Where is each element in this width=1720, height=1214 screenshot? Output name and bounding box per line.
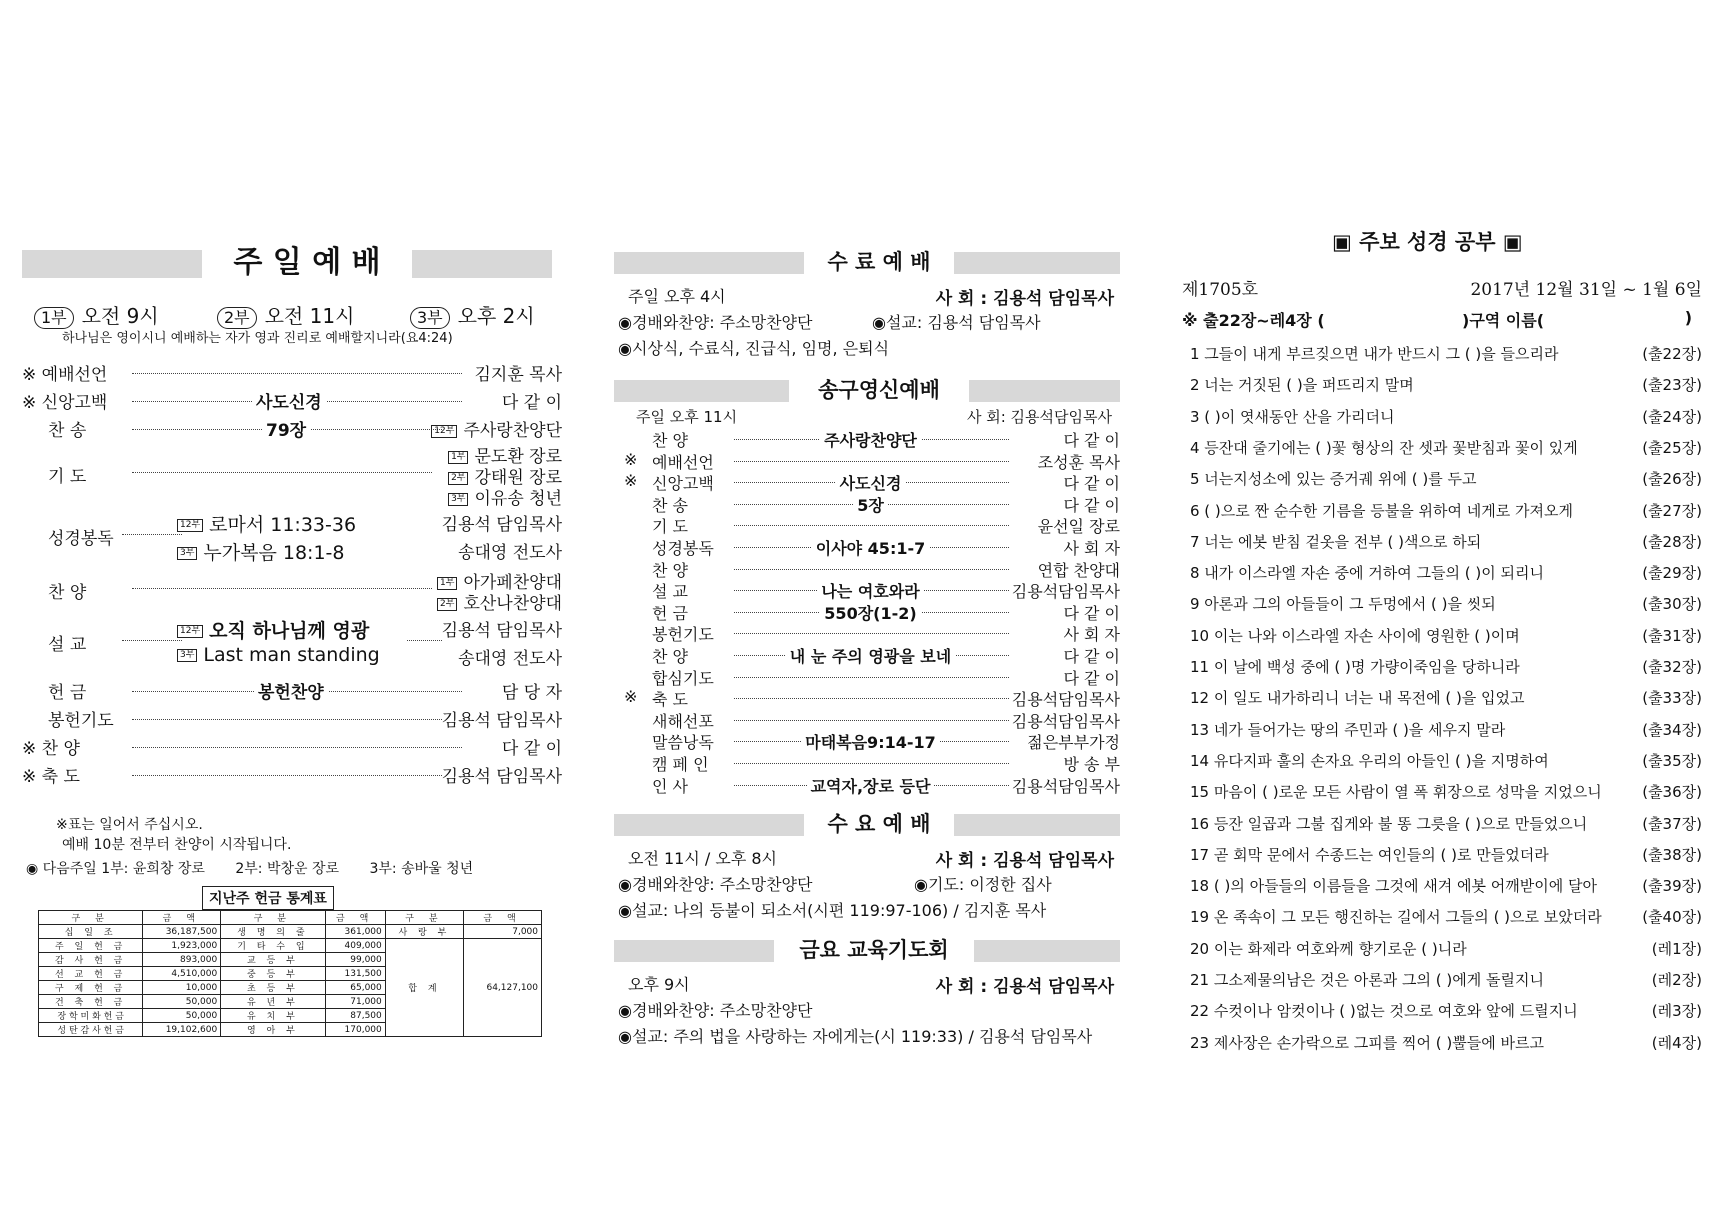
question-reference: (출31장)	[1642, 626, 1702, 645]
order-value: 김용석담임목사	[1011, 582, 1120, 602]
surae-host: 사 회 : 김용석 담임목사	[935, 289, 1114, 309]
order-label: 헌 금	[652, 603, 688, 623]
order-value: 김용석 담임목사	[441, 767, 562, 787]
songgu-order-row	[624, 666, 1120, 688]
order-label: 찬 양	[48, 583, 87, 603]
order-value: 송대영 전도사	[458, 543, 562, 563]
order-value: 김용석 담임목사	[441, 515, 562, 535]
order-center: 79장	[262, 416, 310, 441]
part-badge: 3부	[448, 493, 468, 506]
order-value: 김지훈 목사	[474, 365, 562, 385]
question-text: 10 이는 나와 이스라엘 자손 사이에 영원한 ( )이며	[1190, 626, 1520, 645]
question-text: 6 ( )으로 짠 순수한 기름을 등불을 위하여 네게로 가져오게	[1190, 501, 1573, 520]
next-week-p1: 1부: 윤희창 장로	[101, 861, 205, 877]
stats-cell: 99,000	[325, 953, 385, 967]
songgu-order-row	[624, 471, 1120, 493]
question-text: 20 이는 화제라 여호와께 향기로운 ( )니라	[1190, 939, 1467, 958]
stats-cell: 4,510,000	[143, 967, 221, 981]
stats-cell: 36,187,500	[143, 925, 221, 939]
study-range: ※ 출22장~레4장 (	[1182, 311, 1325, 330]
next-week-p2: 2부: 박창운 장로	[235, 861, 340, 877]
order-value: 사 회 자	[1063, 539, 1120, 558]
order-center-wrap	[734, 428, 1007, 451]
stand-mark: ※	[22, 365, 37, 385]
order-label: 설 교	[652, 582, 688, 602]
time-3: 오후 2시	[457, 304, 535, 328]
part-badge: 1부	[437, 577, 457, 590]
order-label: 성경봉독	[48, 529, 114, 549]
time-2: 오전 11시	[264, 304, 355, 328]
order-center: 사도신경	[836, 474, 906, 493]
stats-cell: 893,000	[143, 953, 221, 967]
question-reference: (출25장)	[1642, 438, 1702, 457]
songgu-order-row	[624, 579, 1120, 601]
leader-dots	[734, 461, 1009, 462]
stats-cell: 131,500	[325, 967, 385, 981]
stats-header: 구 분	[39, 911, 143, 925]
order-value: 윤선일 장로	[1037, 517, 1120, 537]
stats-header: 금 액	[325, 911, 385, 925]
stats-cell: 장 학 미 화 헌 금	[39, 1009, 143, 1023]
stand-mark: ※	[22, 767, 37, 787]
stats-cell: 19,102,600	[143, 1023, 221, 1037]
leader-dots	[734, 525, 1009, 526]
stand-mark: ※	[624, 687, 638, 707]
order-center: 5장	[853, 496, 888, 515]
friday-host: 사 회 : 김용석 담임목사	[935, 977, 1114, 997]
issue-number: 제1705호	[1182, 280, 1259, 300]
question-reference: (출35장)	[1642, 751, 1702, 770]
order-label: 캠 페 인	[652, 755, 709, 774]
issue-date: 2017년 12월 31일 ~ 1월 6일	[1470, 280, 1702, 300]
question-reference: (출32장)	[1642, 658, 1702, 676]
study-district: )구역 이름(	[1462, 311, 1545, 330]
songgu-order-row	[624, 450, 1120, 472]
order-center: 주사랑찬양단	[820, 431, 921, 450]
table-row	[39, 939, 542, 953]
stats-cell: 1,923,000	[143, 939, 221, 953]
order-label: 합심기도	[652, 668, 714, 688]
question-text: 22 수컷이나 암컷이나 ( )없는 것으로 여호와 앞에 드릴지니	[1190, 1002, 1578, 1021]
question-reference: (레1장)	[1651, 939, 1702, 958]
order-center-wrap	[734, 493, 1007, 516]
question-reference: (출22장)	[1642, 345, 1702, 363]
leader-dots	[122, 640, 182, 641]
sunday-title: 주 일 예 배	[202, 246, 412, 280]
stats-cell: 초 등 부	[221, 981, 325, 995]
order-row	[22, 706, 562, 732]
leader-dots	[734, 633, 1009, 634]
part-badge: 2부	[437, 598, 457, 611]
songgu-order-row	[624, 558, 1120, 580]
question-text: 21 그소제물의남은 것은 아론과 그의 ( )에게 돌릴지니	[1190, 971, 1544, 989]
stats-cell: 성 탄 감 사 헌 금	[39, 1023, 143, 1037]
friday-time: 오후 9시	[628, 975, 690, 994]
stats-header: 금 액	[464, 911, 542, 925]
question-reference: (출29장)	[1642, 564, 1702, 583]
stats-cell: 기 타 수 입	[221, 939, 325, 953]
question-reference: (출27장)	[1642, 501, 1702, 520]
wednesday-sermon: ◉설교: 나의 등불이 되소서(시편 119:97-106) / 김지훈 목사	[618, 901, 1047, 920]
stand-mark: ※	[624, 449, 638, 469]
songgu-order-row	[624, 709, 1120, 731]
order-label: 신앙고백	[41, 393, 108, 413]
stats-cell: 87,500	[325, 1009, 385, 1023]
order-value: 김용석담임목사	[1011, 690, 1120, 710]
order-row	[22, 416, 562, 442]
stats-cell: 생 명 의 줄	[221, 925, 325, 939]
question-reference: (출24장)	[1642, 407, 1702, 426]
order-label: 찬 양	[652, 431, 688, 450]
stats-cell: 선 교 헌 금	[39, 967, 143, 981]
order-value: 다 같 이	[1063, 474, 1120, 494]
wednesday-worship: ◉경배와찬양: 주소망찬양단	[618, 875, 813, 894]
songgu-title: 송구영신예배	[789, 377, 969, 403]
order-value: 다 같 이	[1063, 431, 1120, 450]
songgu-order-row	[624, 428, 1120, 450]
part-badge: 12부	[177, 519, 203, 532]
order-value: 문도환 장로	[474, 447, 562, 467]
order-value: 담 당 자	[501, 683, 562, 703]
question-text: 8 내가 이스라엘 자손 중에 거하여 그들의 ( )이 되리니	[1190, 564, 1544, 583]
sermon-title: Last man standing	[203, 644, 380, 666]
order-value: 연합 찬양대	[1037, 560, 1120, 580]
order-row-sermon	[22, 616, 562, 674]
order-label: 찬 양	[652, 560, 688, 580]
study-title: ▣ 주보 성경 공부 ▣	[1332, 230, 1523, 254]
time-1: 오전 9시	[81, 304, 159, 328]
order-center: 사도신경	[252, 388, 326, 413]
praise-note: 예배 10분 전부터 찬양이 시작됩니다.	[62, 837, 292, 853]
surae-title: 수 료 예 배	[804, 249, 954, 275]
question-reference: (출30장)	[1642, 595, 1702, 614]
question-text: 17 곧 회막 문에서 수종드는 여인들의 ( )로 만들었더라	[1190, 845, 1549, 864]
order-label: 찬 송	[48, 421, 87, 441]
songgu-order-row	[624, 730, 1120, 752]
service-time-3	[410, 300, 535, 329]
question-text: 2 너는 거짓된 ( )을 퍼뜨리지 말며	[1190, 376, 1414, 395]
leader-dots	[132, 719, 442, 720]
part-badge: 3부	[177, 547, 197, 560]
order-label: 찬 송	[652, 495, 688, 515]
stats-cell: 170,000	[325, 1023, 385, 1037]
wednesday-time: 오전 11시 / 오후 8시	[628, 849, 778, 868]
verse: 하나님은 영이시니 예배하는 자가 영과 진리로 예배할지니라(요4:24)	[62, 331, 453, 346]
stats-cell: 구 제 헌 금	[39, 981, 143, 995]
order-value: 호산나찬양대	[463, 594, 562, 614]
service-time-2	[217, 300, 354, 329]
question-reference: (출28장)	[1642, 532, 1702, 551]
order-value: 김용석 담임목사	[441, 621, 562, 641]
question-reference: (레4장)	[1651, 1033, 1702, 1052]
question-text: 9 아론과 그의 아들들이 그 두멍에서 ( )을 씻되	[1190, 595, 1496, 614]
question-reference: (출36장)	[1642, 783, 1702, 802]
songgu-order-row	[624, 752, 1120, 774]
order-label: 축 도	[652, 690, 688, 710]
order-row	[22, 678, 562, 704]
order-center: 이사야 45:1-7	[812, 539, 930, 558]
stats-total-value: 64,127,100	[464, 939, 542, 1037]
order-center-wrap	[734, 579, 1007, 602]
question-text: 3 ( )이 엿새동안 산을 가리더니	[1190, 407, 1395, 426]
question-text: 16 등잔 일곱과 그불 집게와 불 똥 그릇을 ( )으로 만들었으니	[1190, 814, 1588, 833]
stats-cell: 유 년 부	[221, 995, 325, 1009]
surae-ceremonies: ◉시상식, 수료식, 진급식, 임명, 은퇴식	[618, 339, 890, 358]
stats-cell: 십 일 조	[39, 925, 143, 939]
question-reference: (출40장)	[1642, 908, 1702, 927]
order-value: 조성훈 목사	[1037, 452, 1120, 472]
order-center-wrap	[734, 536, 1007, 559]
leader-dots	[734, 677, 1009, 678]
leader-dots	[132, 472, 432, 473]
question-text: 7 너는 에봇 받침 겉옷을 전부 ( )색으로 하되	[1190, 532, 1482, 551]
wednesday-title: 수 요 예 배	[804, 811, 954, 837]
study-close-paren: )	[1684, 308, 1692, 327]
stand-mark: ※	[22, 739, 37, 759]
songgu-host: 사 회: 김용석담임목사	[966, 408, 1112, 426]
question-text: 11 이 날에 백성 중에 ( )명 가량이죽임을 당하니라	[1190, 658, 1520, 676]
order-label: 예배선언	[652, 452, 714, 472]
songgu-order-row	[624, 774, 1120, 796]
part-badge: 1부	[448, 451, 468, 464]
wednesday-host: 사 회 : 김용석 담임목사	[935, 851, 1114, 871]
order-center-wrap	[734, 644, 1007, 667]
order-value: 다 같 이	[501, 739, 562, 759]
stats-cell: 유 치 부	[221, 1009, 325, 1023]
surae-sermon: ◉설교: 김용석 담임목사	[872, 313, 1041, 332]
order-value: 송대영 전도사	[458, 649, 562, 669]
leader-dots	[132, 373, 462, 374]
songgu-time: 주일 오후 11시	[636, 408, 738, 426]
sermon-title: 오직 하나님께 영광	[209, 620, 370, 642]
order-label: 성경봉독	[652, 539, 714, 558]
question-reference: (출37장)	[1642, 814, 1702, 833]
leader-dots	[734, 720, 1009, 721]
order-label: 헌 금	[48, 683, 87, 703]
question-text: 15 마음이 ( )로운 모든 사람이 열 폭 휘장으로 성막을 지었으니	[1190, 783, 1602, 802]
order-label: 신앙고백	[652, 474, 714, 494]
songgu-order-row	[624, 687, 1120, 709]
order-value: 다 같 이	[1063, 495, 1120, 515]
next-week-prefix: ◉ 다음주일	[26, 861, 97, 877]
songgu-order-row	[624, 601, 1120, 623]
leader-dots	[734, 569, 1009, 570]
next-week	[26, 858, 473, 878]
order-center: 마태복음9:14-17	[801, 733, 940, 752]
leader-dots	[132, 588, 432, 589]
order-label: 말씀낭독	[652, 733, 714, 753]
order-center-wrap	[734, 471, 1007, 494]
stats-cell: 주 일 헌 금	[39, 939, 143, 953]
order-label: 새해선포	[652, 711, 714, 731]
stats-cell: 감 사 헌 금	[39, 953, 143, 967]
stats-cell: 건 축 헌 금	[39, 995, 143, 1009]
order-row	[22, 734, 562, 760]
question-reference: (출23장)	[1642, 376, 1702, 395]
order-value: 다 같 이	[1063, 603, 1120, 623]
question-text: 5 너는지성소에 있는 증거궤 위에 ( )를 두고	[1190, 470, 1477, 489]
stats-cell: 사 랑 부	[385, 925, 463, 939]
next-week-p3: 3부: 송바울 청년	[369, 861, 474, 877]
order-value: 김용석담임목사	[1011, 776, 1120, 796]
order-label: 설 교	[48, 635, 87, 655]
order-value: 이유송 청년	[474, 489, 562, 509]
question-text: 13 네가 들어가는 땅의 주민과 ( )을 세우지 말라	[1190, 720, 1506, 739]
order-row-reading	[22, 510, 562, 568]
friday-worship: ◉경배와찬양: 주소망찬양단	[618, 1001, 813, 1020]
question-reference: (레2장)	[1651, 971, 1702, 989]
order-center: 내 눈 주의 영광을 보네	[786, 647, 955, 666]
question-text: 12 이 일도 내가하리니 너는 내 목전에 ( )을 입었고	[1190, 689, 1525, 708]
part-badge: 2부	[448, 472, 468, 485]
stats-header: 금 액	[143, 911, 221, 925]
service-times	[34, 300, 159, 329]
order-center-wrap	[734, 601, 1007, 624]
leader-dots	[132, 775, 442, 776]
leader-dots	[122, 534, 182, 535]
order-label: 축 도	[41, 767, 80, 787]
leader-dots	[132, 747, 462, 748]
songgu-order-row	[624, 536, 1120, 558]
order-value: 김용석담임목사	[1011, 711, 1120, 731]
stats-total-label: 합 계	[385, 939, 463, 1037]
order-value: 젊은부부가정	[1027, 733, 1120, 753]
question-text: 1 그들이 내게 부르짖으면 내가 반드시 그 ( )을 들으리라	[1190, 345, 1559, 363]
songgu-order-row	[624, 514, 1120, 536]
order-center: 봉헌찬양	[254, 678, 328, 703]
leader-dots	[734, 763, 1009, 764]
question-text: 14 유다지파 훌의 손자요 우리의 아들인 ( )을 지명하여	[1190, 751, 1549, 770]
stats-header: 구 분	[221, 911, 325, 925]
table-row	[39, 925, 542, 939]
order-label: 인 사	[652, 776, 688, 796]
order-value: 주사랑찬양단	[463, 421, 562, 441]
question-reference: (출38장)	[1642, 845, 1702, 864]
time-badge-1: 1부	[34, 307, 74, 329]
order-value: 다 같 이	[1063, 668, 1120, 688]
reading-text: 로마서 11:33-36	[209, 514, 357, 536]
stats-cell: 409,000	[325, 939, 385, 953]
order-label: 기 도	[652, 517, 688, 537]
part-badge: 3부	[177, 649, 197, 662]
order-center: 550장(1-2)	[820, 604, 920, 623]
question-reference: (레3장)	[1651, 1002, 1702, 1021]
question-text: 23 제사장은 손가락으로 그피를 찍어 ( )뿔들에 바르고	[1190, 1033, 1544, 1052]
order-value: 다 같 이	[1063, 647, 1120, 666]
question-reference: (출26장)	[1642, 470, 1702, 489]
question-reference: (출34장)	[1642, 720, 1702, 739]
stand-note: ※표는 일어서 주십시오.	[56, 817, 203, 833]
leader-dots	[734, 698, 1009, 699]
reading-text: 누가복음 18:1-8	[203, 542, 345, 564]
stand-mark: ※	[22, 393, 37, 413]
question-text: 19 온 족속이 그 모든 행진하는 길에서 그들의 ( )으로 보았더라	[1190, 908, 1602, 927]
stats-cell: 10,000	[143, 981, 221, 995]
stand-mark: ※	[624, 471, 638, 491]
time-badge-2: 2부	[217, 307, 257, 329]
stats-cell: 50,000	[143, 1009, 221, 1023]
order-label: 봉헌기도	[48, 711, 114, 731]
order-value: 강태원 장로	[474, 468, 562, 488]
leader-dots	[407, 640, 442, 641]
songgu-order-row	[624, 644, 1120, 666]
stats-cell: 교 등 부	[221, 953, 325, 967]
order-label: 봉헌기도	[652, 625, 714, 645]
question-reference: (출33장)	[1642, 689, 1702, 708]
order-center-wrap	[734, 730, 1007, 753]
wednesday-prayer: ◉기도: 이정한 집사	[914, 875, 1052, 894]
stats-cell: 50,000	[143, 995, 221, 1009]
order-label: 기 도	[48, 467, 87, 487]
order-value: 다 같 이	[501, 393, 562, 413]
order-value: 김용석 담임목사	[441, 711, 562, 731]
stats-header: 구 분	[385, 911, 463, 925]
songgu-order-row	[624, 493, 1120, 515]
order-value: 아가페찬양대	[463, 573, 562, 593]
order-center-wrap	[734, 774, 1007, 797]
order-label: 찬 양	[652, 647, 688, 666]
order-value: 방 송 부	[1063, 755, 1120, 774]
offering-stats-table	[38, 910, 542, 1037]
friday-sermon: ◉설교: 주의 법을 사랑하는 자에게는(시 119:33) / 김용석 담임목사	[618, 1027, 1093, 1046]
stats-cell: 65,000	[325, 981, 385, 995]
stats-cell: 71,000	[325, 995, 385, 1009]
time-badge-3: 3부	[410, 307, 450, 329]
order-center: 나는 여호와라	[817, 582, 923, 601]
question-reference: (출39장)	[1642, 877, 1702, 896]
order-label: 찬 양	[41, 739, 80, 759]
part-badge: 12부	[177, 625, 203, 638]
order-row-prayer	[22, 447, 562, 510]
stats-cell: 영 아 부	[221, 1023, 325, 1037]
stats-cell: 361,000	[325, 925, 385, 939]
friday-title: 금요 교육기도회	[774, 936, 974, 964]
order-row-choir	[22, 568, 562, 612]
stats-cell: 중 등 부	[221, 967, 325, 981]
surae-time: 주일 오후 4시	[628, 287, 726, 306]
order-value: 사 회 자	[1063, 625, 1120, 645]
order-row	[22, 388, 562, 414]
order-label: 예배선언	[41, 365, 108, 385]
order-center: 교역자,장로 등단	[807, 777, 935, 796]
songgu-order-row	[624, 622, 1120, 644]
order-row	[22, 762, 562, 788]
part-badge: 12부	[431, 425, 457, 438]
question-text: 18 ( )의 아들들의 이름들을 그것에 새겨 에봇 어깨받이에 달아	[1190, 877, 1597, 896]
stats-cell: 7,000	[464, 925, 542, 939]
surae-worship: ◉경배와찬양: 주소망찬양단	[618, 313, 813, 332]
question-text: 4 등잔대 줄기에는 ( )꽃 형상의 잔 셋과 꽃받침과 꽃이 있게	[1190, 438, 1578, 457]
stats-title: 지난주 헌금 통계표	[202, 886, 334, 910]
order-row	[22, 360, 562, 386]
